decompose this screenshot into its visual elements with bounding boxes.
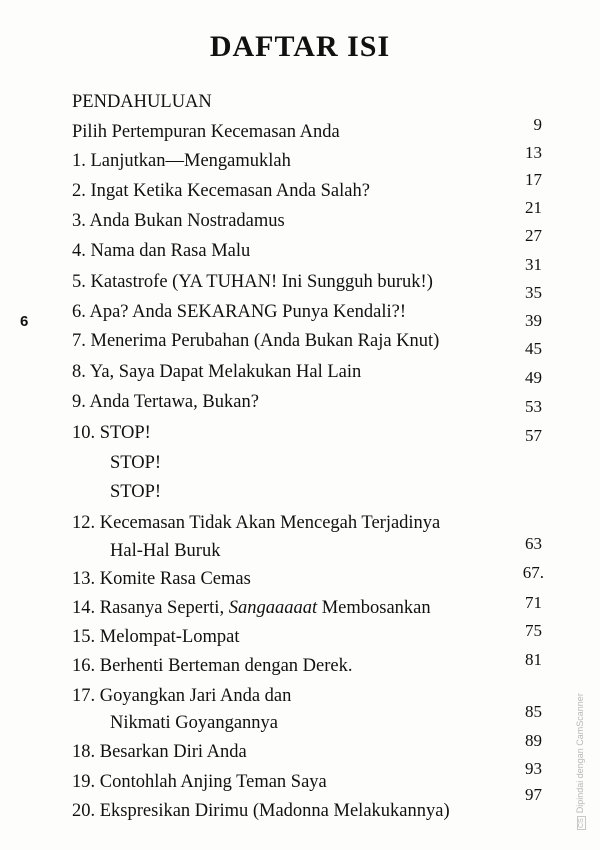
page-number: 21 [525,198,542,217]
toc-entry-pilih: Pilih Pertempuran Kecemasan Anda [72,122,340,142]
page-number: 57 [525,426,542,445]
toc-entry-9: 9. Anda Tertawa, Bukan? [72,392,259,412]
toc-entry-3: 3. Anda Bukan Nostradamus [72,211,285,231]
page-number: 81 [525,650,542,669]
page-number: 35 [525,283,542,302]
page-number: 63 [525,534,542,553]
toc-entry-4: 4. Nama dan Rasa Malu [72,241,251,261]
page-number: 89 [525,731,542,750]
toc-entry-8: 8. Ya, Saya Dapat Melakukan Hal Lain [72,362,362,382]
toc-entry-14 [72,598,431,619]
toc-entry-pendahuluan: PENDAHULUAN [72,92,212,112]
toc-entry-stop-2: STOP! [110,453,162,473]
toc-entry-12-line2: Hal-Hal Buruk [110,541,221,561]
page-number: 27 [525,226,542,245]
toc-entry-14-post: Membosankan [317,598,431,618]
toc-entry-2: 2. Ingat Ketika Kecemasan Anda Salah? [72,181,370,201]
watermark-text: Dipindai dengan CamScanner [575,693,585,814]
toc-entry-5: 5. Katastrofe (YA TUHAN! Ini Sungguh buruk!) [72,272,433,292]
page-number: 97 [525,785,542,804]
toc-entry-14-pre: 14. Rasanya Seperti, [72,598,229,618]
toc-entry-15: 15. Melompat-Lompat [72,627,240,647]
page-number: 9 [533,115,542,134]
page-number: 39 [525,311,542,330]
toc-entry-12-line1: 12. Kecemasan Tidak Akan Mencegah Terjadinya [72,513,441,533]
page-number: 17 [525,170,542,189]
page-number: 85 [525,702,542,721]
toc-entry-19: 19. Contohlah Anjing Teman Saya [72,772,327,792]
margin-page-number: 6 [20,313,29,330]
toc-entry-stop-3: STOP! [110,482,162,502]
page-number: 93 [525,759,542,778]
toc-entry-14-italic: Sangaaaaat [228,598,318,618]
toc-entry-17-line2: Nikmati Goyangannya [110,713,278,733]
toc-entry-1: 1. Lanjutkan—Mengamuklah [72,151,291,171]
toc-entry-16: 16. Berhenti Berteman dengan Derek. [72,656,353,676]
toc-entry-20: 20. Ekspresikan Dirimu (Madonna Melakukannya) [72,801,450,821]
page-number: 53 [525,397,542,416]
page-number: 49 [525,368,542,387]
page-number: 67. [522,563,544,582]
page-number: 71 [525,593,542,612]
toc-entry-10: 10. STOP! [72,423,151,443]
toc-entry-7: 7. Menerima Perubahan (Anda Bukan Raja Knut) [72,331,440,351]
page-title: DAFTAR ISI [209,30,391,63]
camscanner-icon: CS [578,818,585,828]
page-number: 75 [525,621,542,640]
page-number: 45 [525,339,542,358]
page-number: 13 [525,143,542,162]
scanner-watermark [575,693,586,830]
page-number: 31 [525,255,542,274]
toc-entry-18: 18. Besarkan Diri Anda [72,742,247,762]
toc-entry-13: 13. Komite Rasa Cemas [72,569,251,589]
toc-entry-6: 6. Apa? Anda SEKARANG Punya Kendali?! [72,302,406,322]
toc-entry-17-line1: 17. Goyangkan Jari Anda dan [72,686,292,706]
